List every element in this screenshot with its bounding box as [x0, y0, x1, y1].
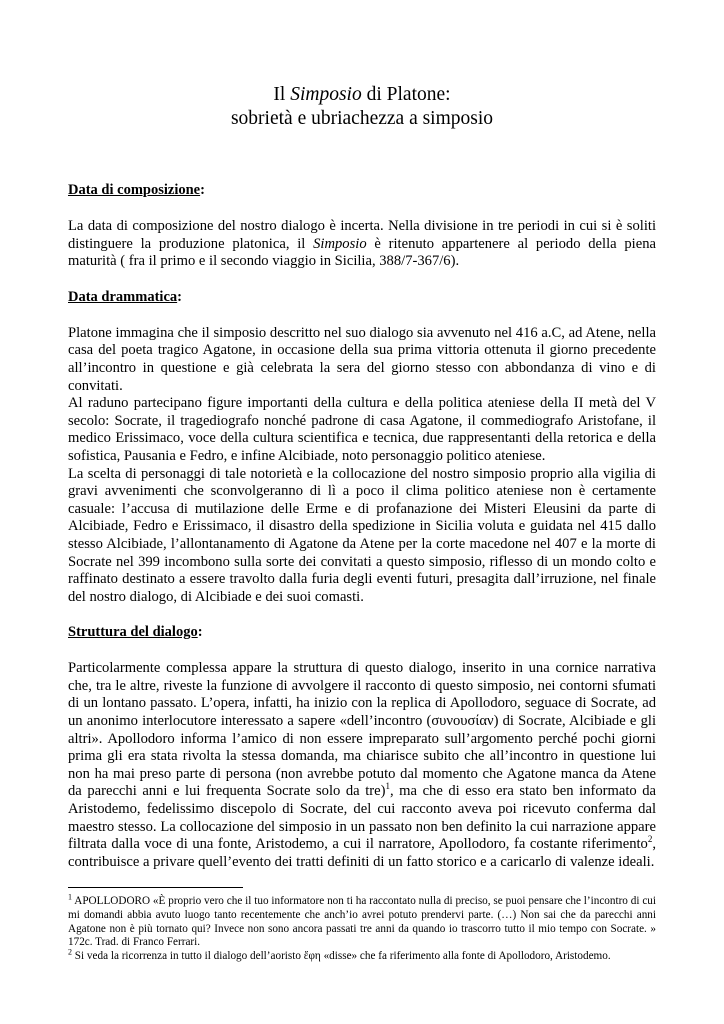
title-prefix: Il: [273, 84, 291, 105]
document-title: [68, 83, 656, 131]
paragraph-dramatic-2: Al raduno partecipano figure importanti della cultura e della politica ateniese della II metà del V secolo: Socrate, il tragediografo nonché padrone di casa Agatone, il commediografo Aristofane, il medico Erissimaco, voce della cultura scientifica e tecnica, due rappresentanti della retorica e della sofistica, Pausania e Fedro, e infine Alcibiade, noto personaggio politico ateniese.: [68, 395, 656, 464]
text-run: Particolarmente complessa appare la struttura di questo dialogo, inserito in una cornice narrativa che, tra le altre, riveste la funzione di avvolgere il racconto di questo simposio, nei contorni sfumati di un lontano passato. L’opera, infatti, ha inizio con la replica di Apollodoro, seguace di Socrate, ad un anonimo interlocutore interessato a sapere «dell’incontro (συνουσίαν) di Socrate, Alcibiade e gli altri». Apollodoro informa l’amico di non essere impreparato sull’argomento perché pochi giorni prima gli era stata rivolta la stessa domanda, ma chiarisce subito che all’incontro in questione lui non ha mai preso parte di persona (non avrebbe potuto dal momento che Agatone manca da Atene da parecchi anni e lui frequenta Socrate solo da tre): [68, 660, 656, 800]
footnote-ref-2[interactable]: 2: [647, 834, 653, 845]
heading-text: Data drammatica: [68, 288, 178, 305]
footnote-2: [68, 947, 656, 964]
section-heading-dramatic-date: [68, 288, 656, 306]
paragraph-dramatic-3: La scelta di personaggi di tale notorietà e la collocazione del nostro simposio proprio alla vigilia di gravi avvenimenti che sconvolgeranno di lì a poco il clima politico ateniese non è certamente casuale: l’accusa di mutilazione delle Erme e di profanazione dei Misteri Eleusini da parte di Alcibiade, Fedro e Erissimaco, il disastro della spedizione in Sicilia voluta e guidata nel 415 dallo stesso Alcibiade, l’allontanamento di Agatone da Atene per la corte macedone nel 407 e la morte di Socrate nel 399 incombono sulla sorte dei convitati a questo simposio, riflesso di un mondo colto e raffinato destinato a essere travolto dalla furia degli eventi futuri, presagita dall’irruzione, nel finale del nostro dialogo, di Alcibiade e dei suoi comasti.: [68, 465, 656, 605]
title-suffix: di Platone:: [361, 84, 451, 105]
paragraph-dramatic-1: Platone immagina che il simposio descritto nel suo dialogo sia avvenuto nel 416 a.C, ad Atene, nella casa del poeta tragico Agatone, in occasione della sua prima vittoria ottenuta il giorno precedente all’incontro in questione e già celebrata la sera del giorno stesso con abbondanza di vino e di convitati.: [68, 324, 656, 394]
heading-text: Struttura del dialogo: [68, 624, 198, 641]
heading-text: Data di composizione: [68, 182, 201, 198]
title-line-1: [68, 83, 656, 107]
text-run: La data di composizione del nostro dialogo è incerta. Nella divisione in tre periodi in cui si è soliti distinguere la produzione platonica, il: [68, 218, 656, 252]
section-heading-structure: [68, 623, 656, 641]
italic-run: Simposio: [313, 235, 367, 252]
text-run: è ritenuto appartenere al periodo della piena maturità ( fra il primo e il secondo viaggio in Sicilia, 388/7-367/6).: [68, 235, 656, 270]
heading-colon: :: [177, 288, 182, 305]
text-run: , contribuisce a privare quell’evento dei tratti definiti di un fatto storico e a caricarlo di valenze ideali.: [68, 836, 656, 870]
title-line-2: sobrietà e ubriachezza a simposio: [230, 108, 494, 129]
footnote-text: Si veda la ricorrenza in tutto il dialogo dell’aoristo ἔφη «disse» che fa riferimento alla fonte di Apollodoro, Aristodemo.: [72, 949, 611, 962]
heading-colon: :: [197, 624, 203, 641]
footnote-number: 2: [68, 947, 72, 957]
footnote-number: 1: [68, 892, 72, 902]
text-run: , ma che di esso era stato ben informato da Aristodemo, fedelissimo discepolo di Socrate, del cui racconto aveva poi ricevuto conferma dal maestro stesso. La collocazione del simposio in un passato non ben definito la cui narrazione appare filtrata dalla voce di una fonte, Aristodemo, a cui il narratore, Apollodoro, fa costante riferimento: [68, 783, 657, 853]
footnote-ref-1[interactable]: 1: [385, 781, 390, 792]
title-italic: Simposio: [290, 84, 362, 105]
footnote-divider: [68, 887, 243, 888]
footnote-1: [68, 892, 656, 949]
section-heading-composition: [68, 181, 656, 199]
paragraph-composition: [68, 218, 656, 271]
heading-colon: :: [200, 182, 205, 198]
paragraph-structure: [68, 660, 656, 871]
footnote-text: APOLLODORO «È proprio vero che il tuo informatore non ti ha raccontato nulla di preciso, se puoi pensare che l’incontro di cui mi domandi abbia avuto luogo tanto recentemente che anch’io avrei potuto prendervi parte. (…) Non sai che da parecchi anni Agatone non è più tornato qui? Invece non sono ancora passati tre anni da quando io trascorro tutto il mio tempo con Socrate. » 172c. Trad. di Franco Ferrari.: [68, 895, 656, 949]
